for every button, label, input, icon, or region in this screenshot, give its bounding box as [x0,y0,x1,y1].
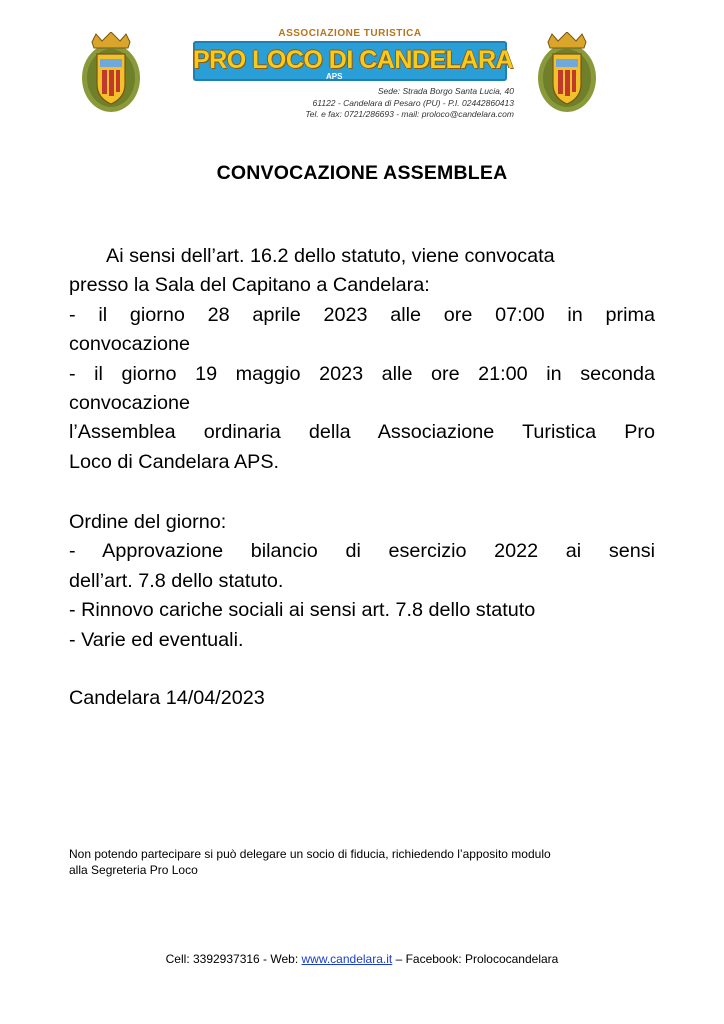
pro-loco-logo [193,41,514,81]
agenda-heading: Ordine del giorno: [69,511,227,533]
paragraph-line: Loco di Candelara APS. [69,450,280,473]
footer-suffix: – Facebook: Prolococandelara [392,952,559,966]
paragraph-line: convocazione [69,333,190,356]
agenda-item: - Approvazione bilancio di esercizio 2022 ai sensi [69,540,655,563]
agenda-section [69,508,655,655]
note-line: alla Segreteria Pro Loco [69,863,198,877]
address-line: Sede: Strada Borgo Santa Lucia, 40 [377,86,514,96]
logo-title: PRO LOCO DI CANDELARA [193,46,514,74]
agenda-item: - Rinnovo cariche sociali ai sensi art. 7.8 dello statuto [69,599,536,622]
agenda-item: - Varie ed eventuali. [69,628,244,651]
delegation-note [69,846,689,878]
paragraph-line: convocazione [69,392,190,415]
address-line: Tel. e fax: 0721/286693 - mail: proloco@candelara.com [305,109,514,119]
paragraph-line: presso la Sala del Capitano a Candelara: [69,274,430,297]
contact-footer [0,952,724,966]
address-line: 61122 - Candelara di Pesaro (PU) - P.I. 02442860413 [312,97,514,108]
paragraph-line: - il giorno 28 aprile 2023 alle ore 07:00 in prima [69,303,655,326]
association-label: ASSOCIAZIONE TURISTICA [278,28,422,39]
place-date [69,684,655,713]
note-line: Non potendo partecipare si può delegare un socio di fiducia, richiedendo l’apposito modulo [69,847,551,861]
footer-prefix: Cell: 3392937316 - Web: [165,952,302,966]
paragraph-line: Ai sensi dell’art. 16.2 dello statuto, viene convocata [106,245,555,267]
convocation-paragraph [69,242,655,477]
document-title: CONVOCAZIONE ASSEMBLEA [216,162,508,184]
agenda-item: dell’art. 7.8 dello statuto. [69,569,284,592]
coat-of-arms-right [536,32,598,116]
paragraph-line: - il giorno 19 maggio 2023 alle ore 21:00 in seconda [69,362,655,385]
place-date-text: Candelara 14/04/2023 [69,687,265,709]
website-link[interactable]: www.candelara.it [301,952,393,966]
coat-of-arms-left [80,32,142,116]
paragraph-line: l’Assemblea ordinaria della Associazione Turistica Pro [69,421,655,444]
address-block [244,86,514,121]
logo-suffix: APS [326,72,343,81]
